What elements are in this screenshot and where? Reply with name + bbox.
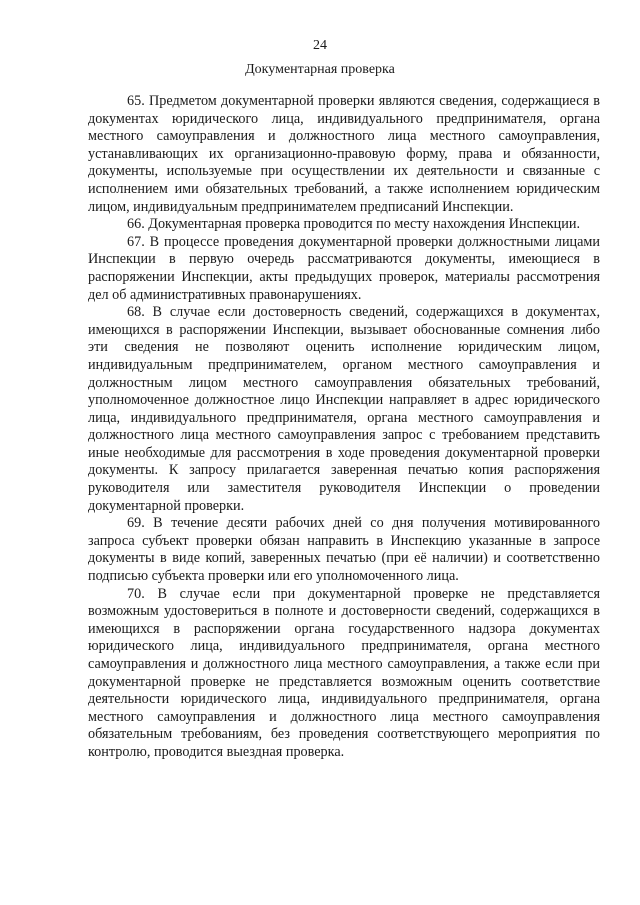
- paragraph-70: 70. В случае если при документарной проверке не представляется возможным удостовериться в полноте и достоверности сведений, содержащихся в имеющихся в распоряжении органа государственного надзора документах юридического лица, индивидуального предпринимателя, органа местного самоуправления и должностного лица местного самоуправления, а также если при документарной проверке не представляется возможным оценить соответствие деятельности юридического лица, индивидуального предпринимателя, органа местного самоуправления и должностного лица местного самоуправления обязательным требованиям, без проведения соответствующего мероприятия по контролю, проводится выездная проверка.: [88, 585, 600, 760]
- document-body: [88, 93, 600, 762]
- paragraph-65: 65. Предметом документарной проверки являются сведения, содержащиеся в документах юридического лица, индивидуального предпринимателя, органа местного самоуправления и должностного лица местного самоуправления, устанавливающих их организационно-правовую форму, права и обязанности, документы, используемые при осуществлении их деятельности и связанные с исполнением ими обязательных требований, а также исполнением юридическим лицом, индивидуальным предпринимателем предписаний Инспекции.: [88, 93, 600, 215]
- paragraph-69: 69. В течение десяти рабочих дней со дня получения мотивированного запроса субъект проверки обязан направить в Инспекцию указанные в запросе документы в виде копий, заверенных печатью (при её наличии) и соответственно подписью субъекта проверки или его уполномоченного лица.: [88, 515, 600, 585]
- section-title: Документарная проверка: [245, 62, 395, 77]
- page-number: 24: [313, 38, 327, 53]
- paragraph-66: 66. Документарная проверка проводится по месту нахождения Инспекции.: [127, 216, 580, 233]
- paragraph-68: 68. В случае если достоверность сведений, содержащихся в документах, имеющихся в распоряжении Инспекции, вызывает обоснованные сомнения либо эти сведения не позволяют оценить исполнение юридическим лицом, индивидуальным предпринимателем, органом местного самоуправления и должностным лицом местного самоуправления обязательных требований, уполномоченное должностное лицо Инспекции направляет в адрес юридического лица, индивидуального предпринимателя, органа местного самоуправления и должностного лица местного самоуправления запрос с требованием представить иные необходимые для рассмотрения в ходе проведения документарной проверки документы. К запросу прилагается заверенная печатью копия распоряжения руководителя или заместителя руководителя Инспекции о проведении документарной проверки.: [88, 304, 600, 514]
- paragraph-67: 67. В процессе проведения документарной проверки должностными лицами Инспекции в первую очередь рассматриваются документы, имеющиеся в распоряжении Инспекции, акты предыдущих проверок, материалы рассмотрения дел об административных правонарушениях.: [88, 233, 600, 303]
